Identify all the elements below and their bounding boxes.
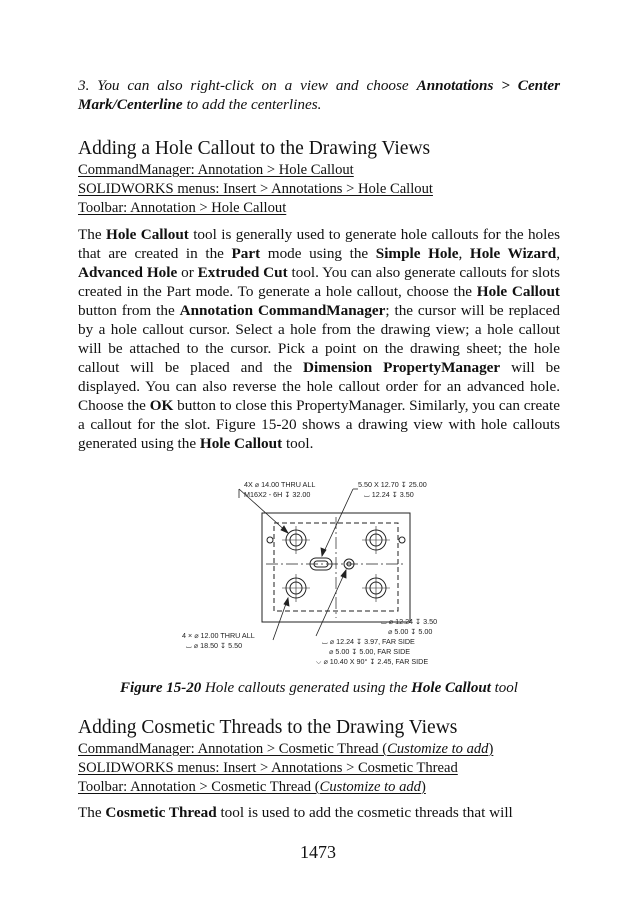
callout-text: ⌀ 5.00 ↧ 5.00 <box>388 627 433 636</box>
hole-bottom-right <box>362 574 390 602</box>
callout-text: 4 × ⌀ 12.00 THRU ALL <box>182 631 255 640</box>
hole-left-small <box>267 537 273 543</box>
leader-bottom-right <box>316 570 346 636</box>
page-number: 1473 <box>300 842 336 862</box>
section-heading-cosmetic-thread: Adding Cosmetic Threads to the Drawing Views <box>78 717 458 738</box>
hole-top-right <box>362 526 390 554</box>
intro-bold: Annotations > Center Mark/Centerline <box>78 77 560 113</box>
callout-text: 5.50 X 12.70 ↧ 25.00 <box>358 480 427 489</box>
hole-bottom-left <box>282 574 310 602</box>
menu-path-solidworks-2: SOLIDWORKS menus: Insert > Annotations > Cosmetic Thread <box>78 760 458 776</box>
callout-text: ⌴ ⌀ 12.24 ↧ 3.50 <box>381 617 438 626</box>
intro-text: 3. You can also right-click on a view and choose <box>78 77 417 94</box>
section-heading-hole-callout: Adding a Hole Callout to the Drawing Views <box>78 138 431 159</box>
callout-text: ⌵ ⌀ 10.40 X 90° ↧ 2.45, FAR SIDE <box>316 657 429 666</box>
intro-tail: to add the centerlines. <box>182 96 322 113</box>
menu-path-text: CommandManager: Annotation > Hole Callout <box>78 162 354 178</box>
callout-text: 4X ⌀ 14.00 THRU ALL <box>244 480 316 489</box>
callout-text: ⌴ ⌀ 12.24 ↧ 3.97, FAR SIDE <box>322 637 415 646</box>
callout-text: ⌴ 12.24 ↧ 3.50 <box>364 490 414 499</box>
cosmetic-thread-paragraph: The Cosmetic Thread tool is used to add the cosmetic threads that will <box>78 804 513 821</box>
menu-path-text: SOLIDWORKS menus: Insert > Annotations > Hole Callout <box>78 181 433 197</box>
callout-text: ⌀ 5.00 ↧ 5.00, FAR SIDE <box>329 647 411 656</box>
hole-right-small <box>399 537 405 543</box>
callout-text: ⌴ ⌀ 18.50 ↧ 5.50 <box>186 641 243 650</box>
menu-path-toolbar-2: Toolbar: Annotation > Cosmetic Thread (Customize to add) <box>78 779 426 795</box>
leader-bottom-right-arrow <box>341 570 346 578</box>
menu-path-commandmanager-2: CommandManager: Annotation > Cosmetic Thread (Customize to add) <box>78 741 494 757</box>
leader-bottom-left-arrow <box>284 598 289 606</box>
menu-path-text: Toolbar: Annotation > Hole Callout <box>78 200 287 216</box>
figure-caption: Figure 15-20 Hole callouts generated using the Hole Callout tool <box>120 680 518 696</box>
callout-text: M16X2 - 6H ↧ 32.00 <box>244 490 311 499</box>
hole-callout-paragraph: The Hole Callout tool is generally used to generate hole callouts for the holes that are created in the Part mode using the Simple Hole, Hole Wizard, Advanced Hole or Extruded Cut tool. You can also generate callouts for slots created in the Part mode. To generate a hole callout, choose the Hole Callout button from the Annotation CommandManager; the cursor will be replaced by a hole callout cursor. Select a hole from the drawing view; a hole callout will be attached to the cursor. Pick a point on the drawing sheet; the hole callout will be placed and the Dimension PropertyManager will be displayed. You can also reverse the hole callout order for an advanced hole. Choose the OK button to close this PropertyManager. Similarly, you can create a callout for the slot. Figure 15-20 shows a drawing view with hole callouts generated using the Hole Callout tool. <box>78 226 561 452</box>
caption-label: Figure 15-20 <box>120 680 202 696</box>
leader-top-left-arrow <box>281 526 288 533</box>
